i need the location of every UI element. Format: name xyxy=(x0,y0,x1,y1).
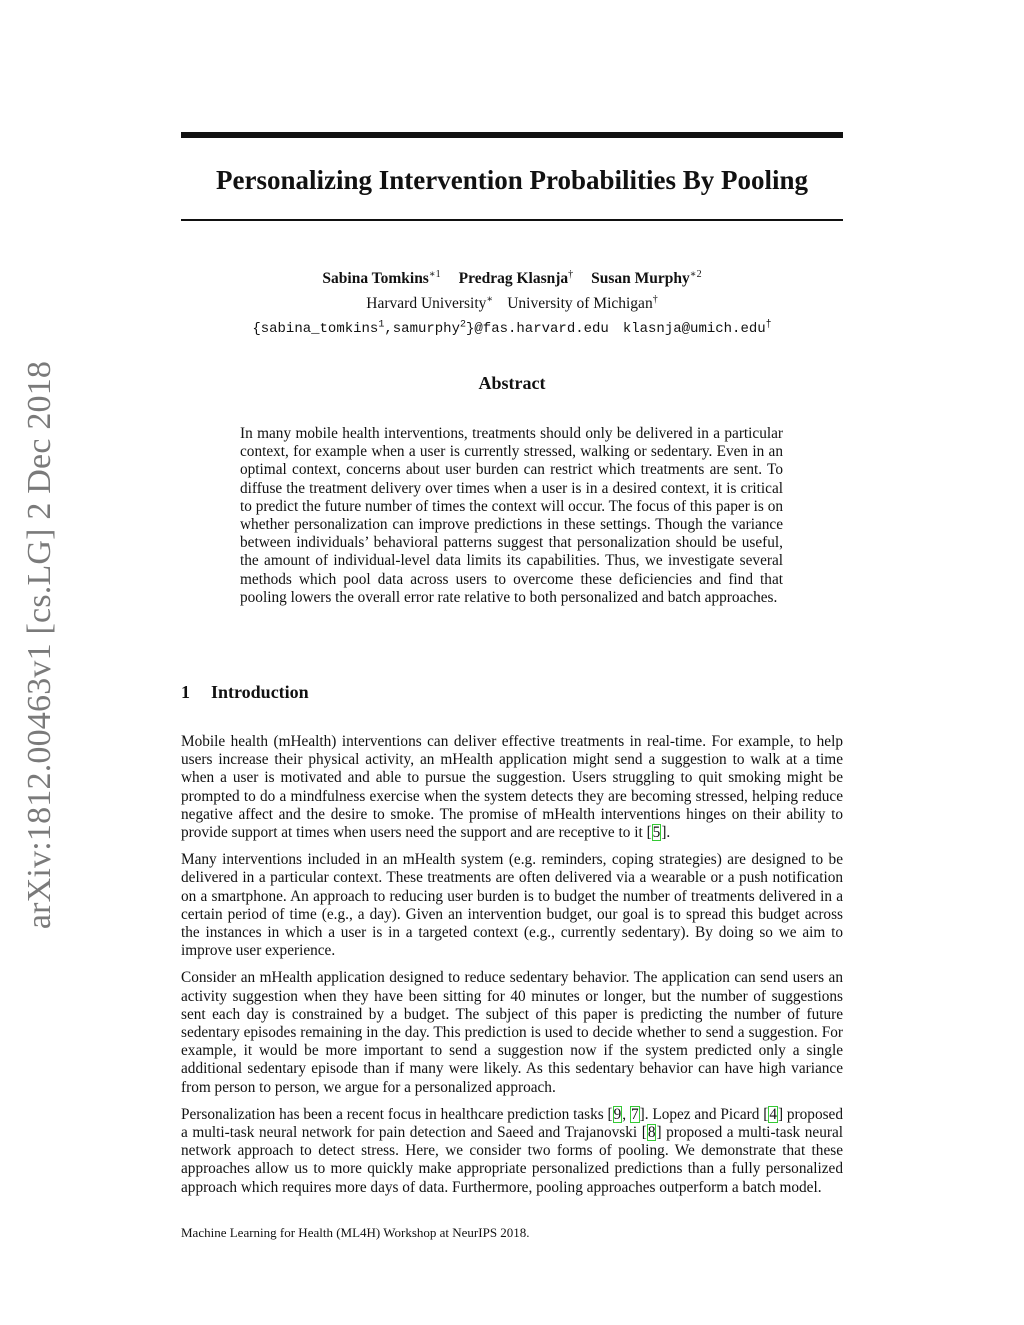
author-names xyxy=(181,264,843,289)
citation-link[interactable]: 9 xyxy=(613,1105,622,1123)
author-name: Susan Murphy xyxy=(591,270,690,288)
author-name: Sabina Tomkins xyxy=(322,270,429,288)
introduction-body xyxy=(181,733,843,1206)
affiliation: Harvard University xyxy=(366,295,487,313)
paper-title: Personalizing Intervention Probabilities By Pooling xyxy=(215,165,808,195)
author-mark: † xyxy=(568,269,574,280)
author-affiliations xyxy=(181,289,843,314)
section-heading-introduction xyxy=(181,682,309,703)
citation-link[interactable]: 8 xyxy=(647,1124,656,1142)
author-emails xyxy=(181,314,843,340)
author-mark: ∗1 xyxy=(428,269,441,280)
citation-link[interactable]: 4 xyxy=(769,1105,777,1123)
affiliation-mark: † xyxy=(652,294,658,306)
arxiv-identifier-stamp: arXiv:1812.00463v1 [cs.LG] 2 Dec 2018 xyxy=(21,360,58,930)
citation-link[interactable]: 5 xyxy=(652,824,661,842)
section-title: Introduction xyxy=(211,682,309,702)
email-umich[interactable]: klasnja@umich.edu† xyxy=(622,319,772,337)
title-bottom-rule xyxy=(181,219,843,221)
venue-footnote: Machine Learning for Health (ML4H) Workshop at NeurIPS 2018. xyxy=(181,1225,530,1240)
paragraph: Mobile health (mHealth) interventions can deliver effective treatments in real-time. For example, to help users increase their physical activity, an mHealth application might send a suggestion to walk at a time when a user is motivated and able to pursue the suggestion. Users struggling to quit smoking might be prompted to do a mindfulness exercise when the system detects they are becoming stressed, helping reduce negative affect and the desire to smoke. The promise of mHealth interventions hinges on their ability to provide support at times when users need the support and are receptive to it [5]. xyxy=(181,733,843,842)
paragraph: Many interventions included in an mHealth system (e.g. reminders, coping strategies) are designed to be delivered in a particular context. These treatments are often delivered via a wearable or a push notification on a smartphone. An approach to reducing user burden is to budget the number of treatments delivered in a certain period of time (e.g., a day). Given an intervention budget, our goal is to spread this budget across the instances in which a user is in a targeted context (e.g., currently sedentary). By doing so we aim to improve user experience. xyxy=(181,851,843,960)
author-mark: ∗2 xyxy=(689,269,702,280)
affiliation-mark: ∗ xyxy=(486,294,494,306)
paragraph: Consider an mHealth application designed to reduce sedentary behavior. The application can send users an activity suggestion when they have been sitting for 40 minutes or longer, but the number of suggestions sent each day is constrained by a budget. The subject of this paper is predicting the number of future sedentary episodes remaining in the day. This prediction is used to decide whether to send a suggestion. For example, it would be more important to send a suggestion now if the system predicted only a single additional sedentary episode than if many were likely. As this sedentary behavior can have high variance from person to person, we argue for a personalized approach. xyxy=(181,969,843,1096)
email-harvard[interactable]: {sabina_tomkins$^1$,samurphy$^2$}@fas.harvard.edu xyxy=(252,319,609,337)
author-name: Predrag Klasnja xyxy=(458,270,569,288)
paragraph: Personalization has been a recent focus in healthcare prediction tasks [9, 7]. Lopez and Picard [4] proposed a multi-task neural network for pain detection and Saeed and Trajanovski [8] proposed a multi-task neural network approach to detect stress. Here, we consider two forms of pooling. We demonstrate that these approaches allow us to more quickly make appropriate personalized predictions than a fully personalized approach which requires more days of data. Furthermore, pooling approaches outperform a batch model. xyxy=(181,1105,843,1196)
abstract-text: In many mobile health interventions, treatments should only be delivered in a particular context, for example when a user is currently stressed, walking or sedentary. Even in an optimal context, concerns about user burden can restrict which treatments are sent. To diffuse the treatment delivery over times when a user is in a desired context, it is critical to predict the future number of times the context will occur. The focus of this paper is on whether personalization can improve predictions in these settings. Though the variance between individuals’ behavioral patterns suggest that personalization should be useful, the amount of individual-level data limits its capabilities. Thus, we investigate several methods which pool data across users to overcome these deficiencies and find that pooling lowers the overall error rate relative to both personalized and batch approaches. xyxy=(240,425,783,606)
abstract-heading: Abstract xyxy=(478,373,546,393)
citation-link[interactable]: 7 xyxy=(630,1105,639,1123)
author-block xyxy=(181,264,843,340)
title-top-rule xyxy=(181,132,843,138)
section-number: 1 xyxy=(181,682,190,702)
affiliation: University of Michigan xyxy=(507,295,653,313)
